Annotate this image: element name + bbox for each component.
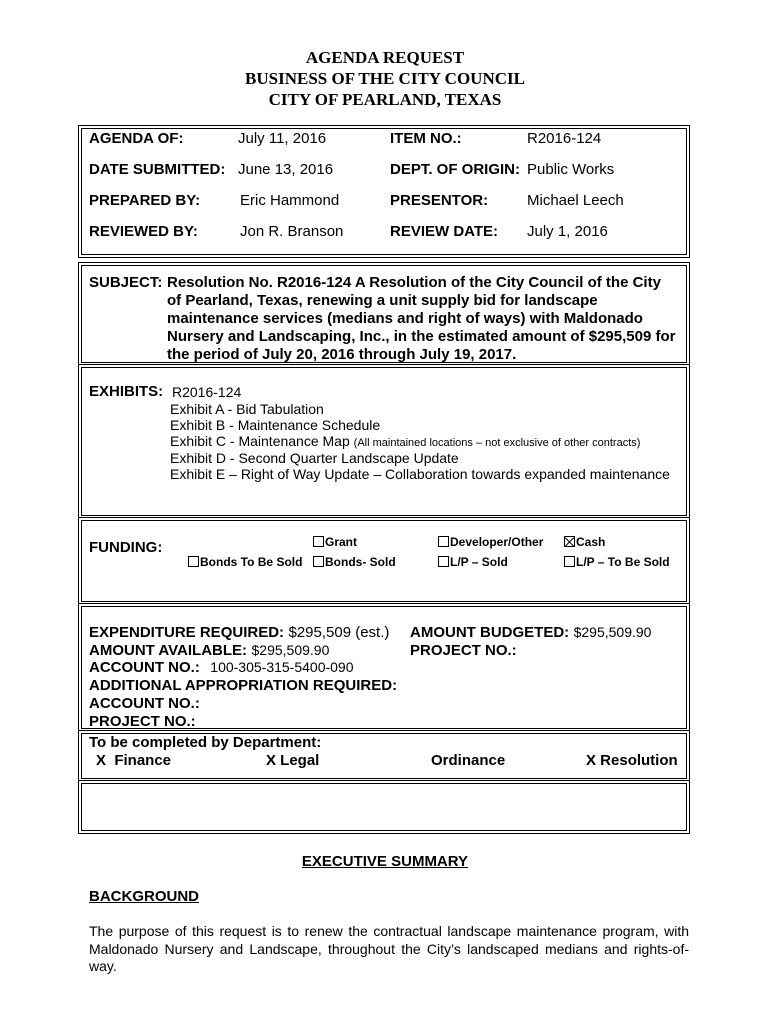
bonds-sold-option	[313, 555, 396, 569]
exhibit-r2016-124: R2016-124	[172, 384, 242, 400]
finance-mark: X Finance	[96, 752, 172, 769]
bonds-to-be-sold-checkbox[interactable]	[188, 556, 199, 567]
grant-checkbox[interactable]	[313, 536, 324, 547]
cash-label: Cash	[576, 535, 606, 549]
date-submitted-label: DATE SUBMITTED:	[89, 161, 226, 178]
expenditure-required	[89, 624, 389, 642]
dept-value: Public Works	[527, 161, 615, 178]
review-date-label: REVIEW DATE:	[390, 223, 499, 240]
header-line-3: CITY OF PEARLAND, TEXAS	[268, 90, 502, 109]
cash-checkbox[interactable]	[564, 536, 575, 547]
prepared-by-value: Eric Hammond	[240, 192, 340, 209]
amount-budgeted-label: AMOUNT BUDGETED:	[410, 624, 570, 641]
cash-option	[564, 535, 605, 549]
account-no-2-label: ACCOUNT NO.:	[89, 695, 200, 712]
exhibit-d: Exhibit D - Second Quarter Landscape Update	[170, 450, 459, 466]
background-heading: BACKGROUND	[89, 888, 199, 905]
item-no-value: R2016-124	[527, 130, 602, 147]
amount-budgeted-value: $295,509.90	[573, 624, 652, 640]
exhibit-b: Exhibit B - Maintenance Schedule	[170, 417, 381, 433]
exhibit-e: Exhibit E – Right of Way Update – Collaboration towards expanded maintenance	[170, 466, 670, 482]
expenditure-required-label: EXPENDITURE REQUIRED:	[89, 624, 285, 641]
executive-summary-title: EXECUTIVE SUMMARY	[301, 853, 469, 870]
grant-label: Grant	[325, 535, 358, 549]
lp-sold-label: L/P – Sold	[450, 555, 508, 569]
account-no-value: 100-305-315-5400-090	[210, 659, 354, 675]
lp-sold-option	[438, 555, 508, 569]
subject-line: the period of July 20, 2016 through July 19, 2017.	[167, 346, 517, 363]
funding-label: FUNDING:	[89, 539, 163, 556]
subject-line: of Pearland, Texas, renewing a unit supply bid for landscape	[167, 292, 598, 309]
additional-appropriation-label: ADDITIONAL APPROPRIATION REQUIRED:	[89, 677, 398, 694]
blank-box	[78, 780, 690, 834]
expenditure-required-value: $295,509 (est.)	[288, 624, 390, 641]
subject-line: maintenance services (medians and right of ways) with Maldonado	[167, 310, 643, 327]
department-label: To be completed by Department:	[89, 734, 322, 751]
exhibit-a: Exhibit A - Bid Tabulation	[170, 401, 324, 417]
amount-available-label: AMOUNT AVAILABLE:	[89, 642, 248, 659]
resolution-mark: X Resolution	[586, 752, 678, 769]
dept-label: DEPT. OF ORIGIN:	[390, 161, 521, 178]
developer-option	[438, 535, 543, 549]
lp-to-be-sold-label: L/P – To Be Sold	[576, 555, 670, 569]
agenda-of-value: July 11, 2016	[238, 130, 327, 147]
bonds-sold-checkbox[interactable]	[313, 556, 324, 567]
project-no-2-label: PROJECT NO.:	[89, 713, 196, 730]
legal-mark: X Legal	[266, 752, 320, 769]
exhibit-c-title: Exhibit C - Maintenance Map	[170, 433, 350, 449]
developer-label: Developer/Other	[450, 535, 544, 549]
agenda-of-label: AGENDA OF:	[89, 130, 184, 147]
date-submitted-value: June 13, 2016	[238, 161, 334, 178]
lp-sold-checkbox[interactable]	[438, 556, 449, 567]
amount-available-value: $295,509.90	[251, 642, 330, 658]
amount-available	[89, 642, 329, 660]
ordinance-mark: Ordinance	[431, 752, 506, 769]
background-paragraph: The purpose of this request is to renew the contractual landscape maintenance program, with Maldonado Nursery and Landscape, throughout the City’s landscaped medians and rights-of-way.	[89, 923, 689, 974]
reviewed-by-value: Jon R. Branson	[240, 223, 344, 240]
presentor-label: PRESENTOR:	[390, 192, 489, 209]
bonds-to-be-sold-option	[188, 555, 302, 569]
bonds-sold-label: Bonds- Sold	[325, 555, 396, 569]
project-no-label: PROJECT NO.:	[410, 642, 517, 659]
subject-label: SUBJECT:	[89, 274, 163, 291]
prepared-by-label: PREPARED BY:	[89, 192, 201, 209]
header-line-2: BUSINESS OF THE CITY COUNCIL	[245, 69, 525, 88]
review-date-value: July 1, 2016	[527, 223, 608, 240]
exhibits-label: EXHIBITS:	[89, 383, 164, 400]
item-no-label: ITEM NO.:	[390, 130, 462, 147]
amount-budgeted	[410, 624, 651, 642]
subject-line: Resolution No. R2016-124 A Resolution of the City Council of the City	[167, 274, 661, 291]
exhibit-c	[170, 433, 640, 452]
presentor-value: Michael Leech	[527, 192, 624, 209]
bonds-to-be-sold-label: Bonds To Be Sold	[200, 555, 303, 569]
account-no	[89, 659, 354, 677]
subject-text	[167, 274, 675, 364]
subject-line: Nursery and Landscaping, Inc., in the estimated amount of $295,509 for	[167, 328, 676, 345]
grant-option	[313, 535, 357, 549]
lp-to-be-sold-checkbox[interactable]	[564, 556, 575, 567]
developer-checkbox[interactable]	[438, 536, 449, 547]
account-no-label: ACCOUNT NO.:	[89, 659, 200, 676]
exhibit-c-note: (All maintained locations – not exclusive of other contracts)	[353, 437, 641, 449]
lp-to-be-sold-option	[564, 555, 670, 569]
header-line-1: AGENDA REQUEST	[305, 48, 465, 67]
reviewed-by-label: REVIEWED BY:	[89, 223, 198, 240]
